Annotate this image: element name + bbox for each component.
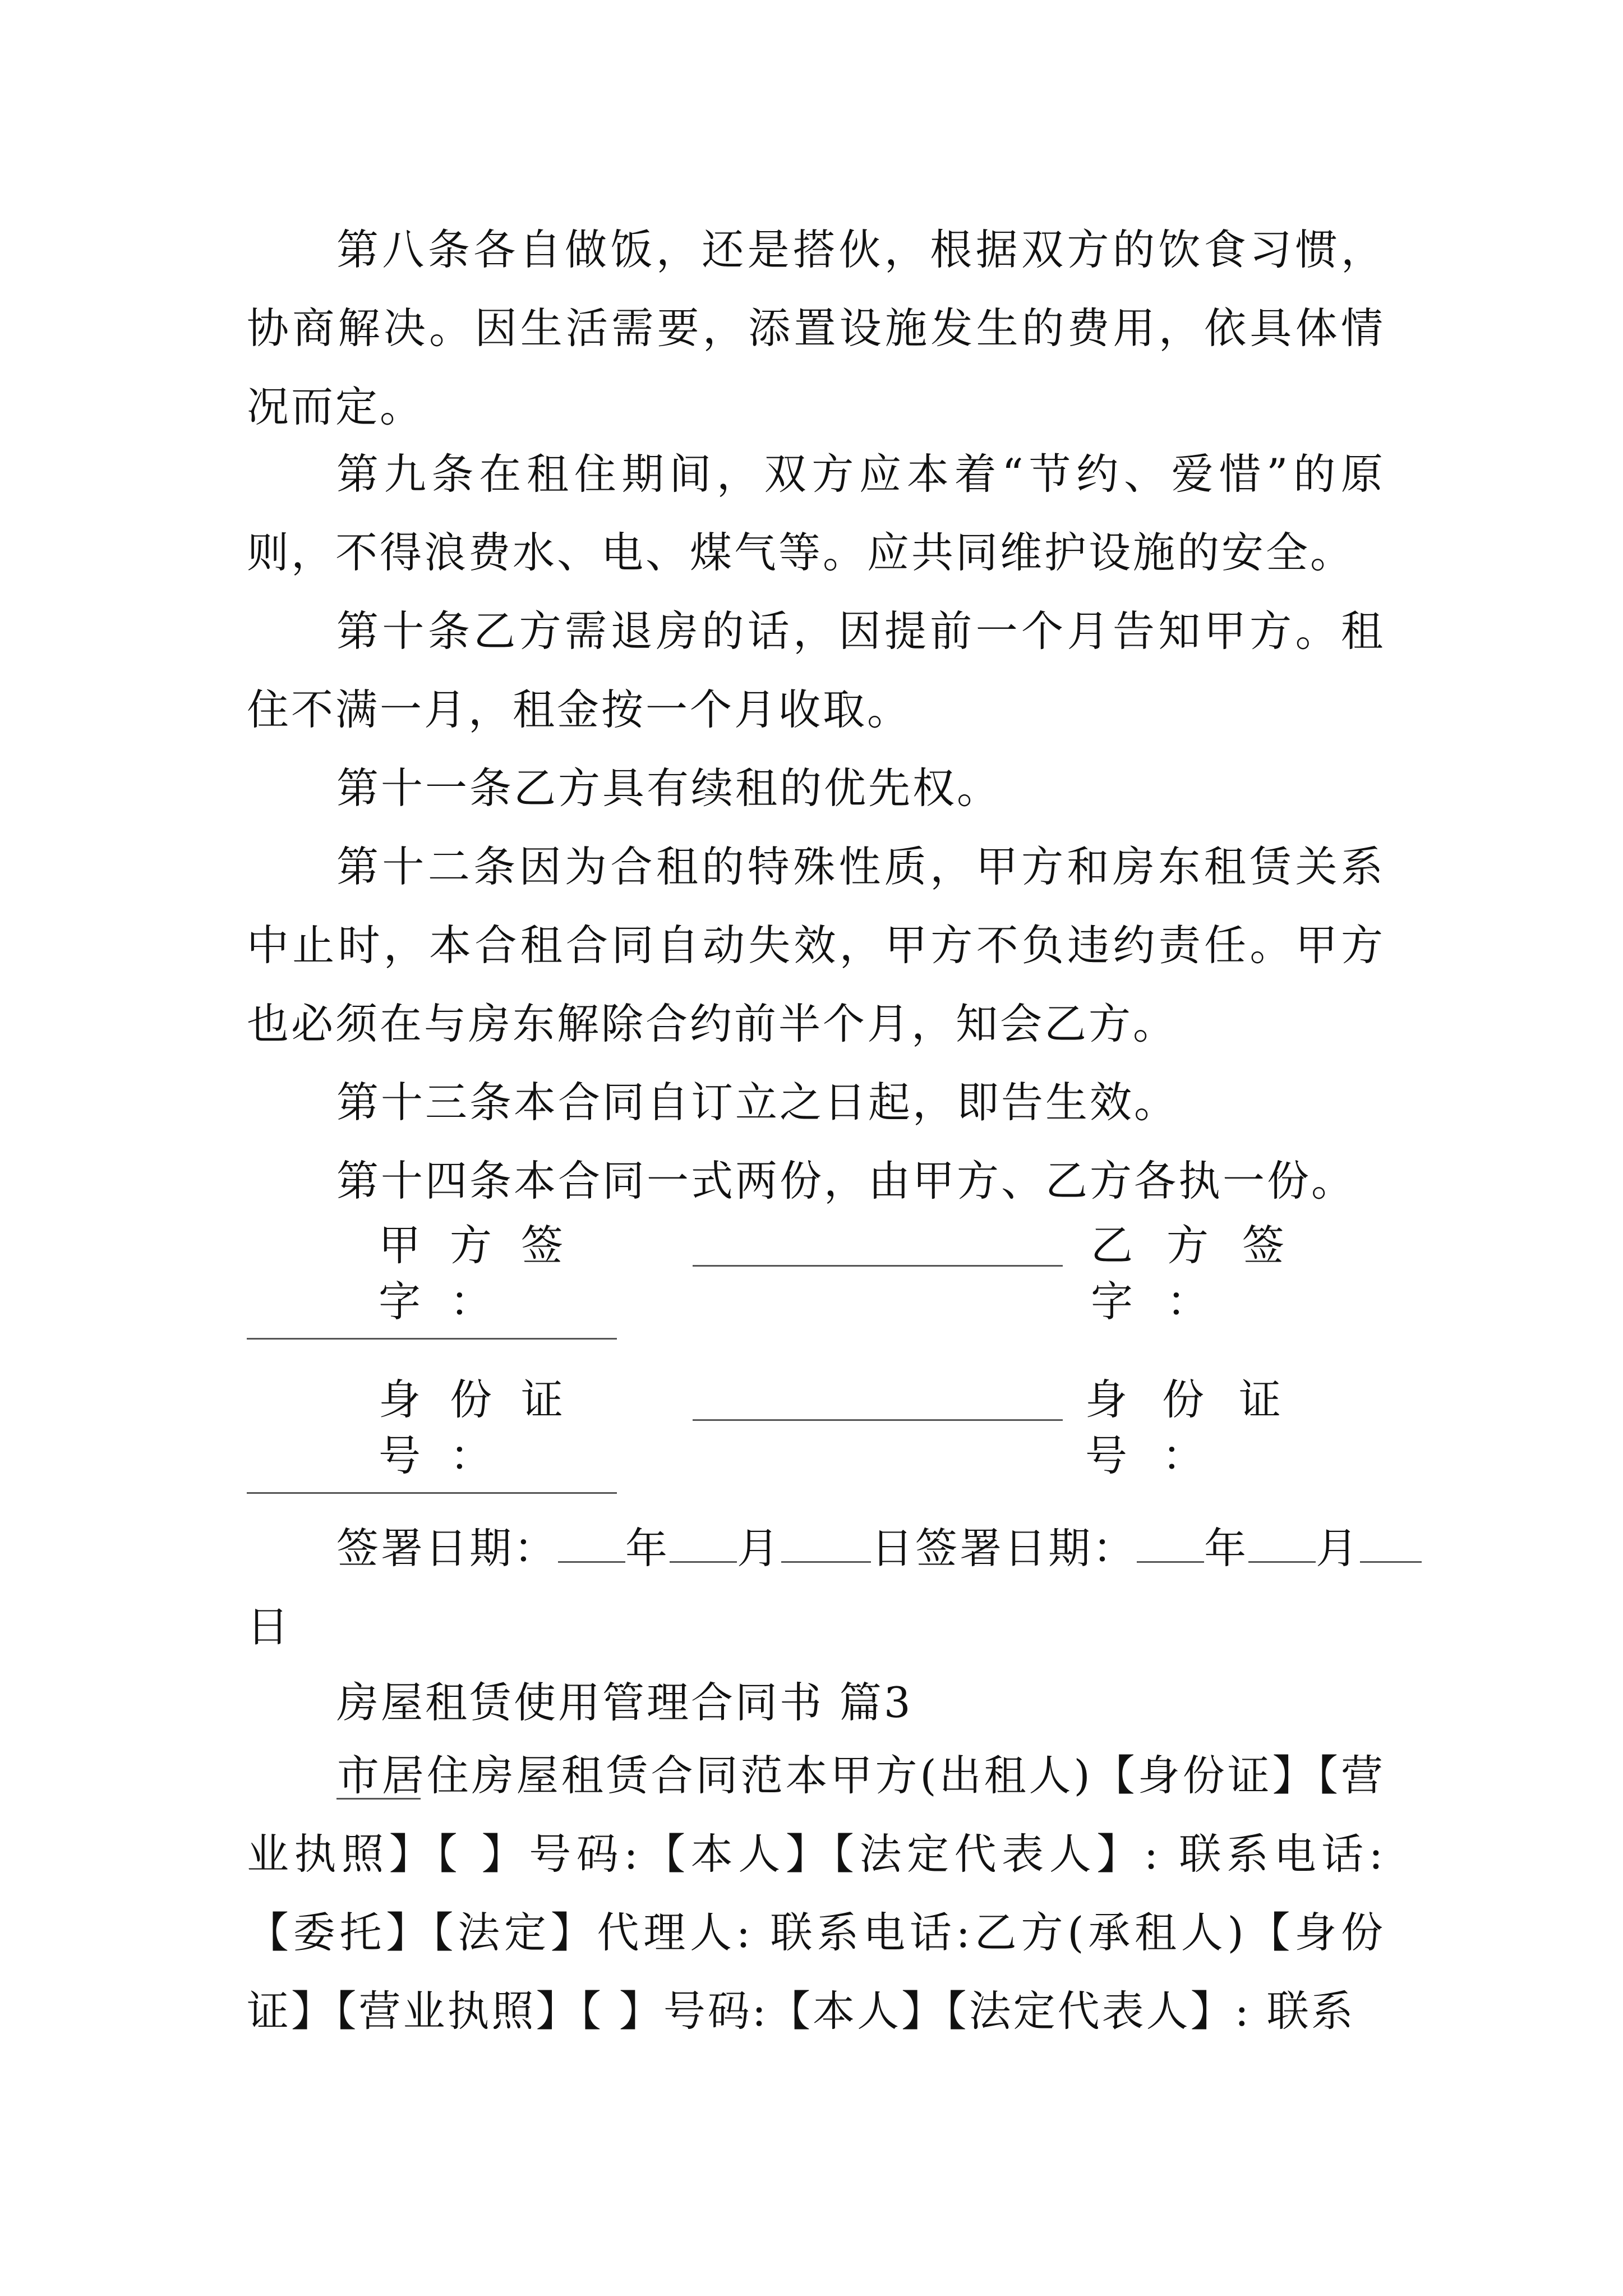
id-b-label (1085, 1372, 1388, 1484)
clause-13: 第十三条本合同自订立之日起，即告生效。 (336, 1078, 1179, 1127)
year-b: 年 (1204, 1524, 1249, 1573)
id-b-blank (247, 1492, 617, 1494)
clause-12: 第十二条因为合租的特殊性质，甲方和房东租赁关系中止时，本合租合同自动失效，甲方不负违约责任。甲方也必须在与房东解除合约前半个月，知会乙方。 (247, 842, 1385, 1048)
party-a-sign-blank (693, 1265, 1063, 1267)
party-b-sign-label (1091, 1217, 1388, 1329)
day-a: 日 (871, 1524, 916, 1573)
party-b-sign-text: 乙方签字： (1091, 1221, 1318, 1326)
date-label-b: 签署日期： (915, 1524, 1137, 1573)
day-b: 日 (247, 1602, 292, 1651)
contract-intro-text: 市居住房屋租赁合同范本甲方(出租人)【身份证】【营业执照】【 】号码:【本人】【法定代表人】: 联系电话:【委托】【法定】代理人: 联系电话:乙方(承租人)【身份证】【营业执照】【 】号码:【本人】【法定代表人】: 联系 (247, 1751, 1385, 2036)
day-blank-b (1360, 1522, 1422, 1563)
date-label-a: 签署日期： (336, 1524, 559, 1573)
party-a-sign-text: 甲方签字： (379, 1221, 593, 1326)
id-a-text: 身份证号： (379, 1375, 593, 1480)
section-title: 房屋租赁使用管理合同书 篇3 (336, 1678, 913, 1727)
party-a-sign-label (379, 1217, 653, 1329)
sign-date-line (336, 1520, 1422, 1576)
sign-date-day-wrap (247, 1599, 291, 1655)
day-blank-a (781, 1522, 871, 1563)
clause-11: 第十一条乙方具有续租的优先权。 (336, 763, 1002, 813)
clause-10: 第十条乙方需退房的话，因提前一个月告知甲方。租住不满一月，租金按一个月收取。 (247, 606, 1385, 734)
clause-14: 第十四条本合同一式两份，由甲方、乙方各执一份。 (336, 1156, 1356, 1205)
year-a: 年 (625, 1524, 670, 1573)
id-b-text: 身份证号： (1085, 1375, 1316, 1480)
clause-8: 第八条各自做饭，还是搭伙，根据双方的饮食习惯，协商解决。因生活需要，添置设施发生的费用，依具体情况而定。 (247, 225, 1385, 431)
month-blank-a (670, 1522, 737, 1563)
month-b: 月 (1316, 1524, 1361, 1573)
id-a-label (379, 1372, 653, 1484)
month-blank-b (1248, 1522, 1316, 1563)
year-blank-b (1137, 1522, 1204, 1563)
contract-intro (247, 1736, 1385, 2050)
party-b-sign-blank (247, 1338, 617, 1340)
month-a: 月 (737, 1524, 782, 1573)
year-blank-a (558, 1522, 625, 1563)
id-a-blank (693, 1419, 1063, 1421)
clause-9: 第九条在租住期间，双方应本着“节约、爱惜”的原则，不得浪费水、电、煤气等。应共同维护设施的安全。 (247, 449, 1385, 577)
